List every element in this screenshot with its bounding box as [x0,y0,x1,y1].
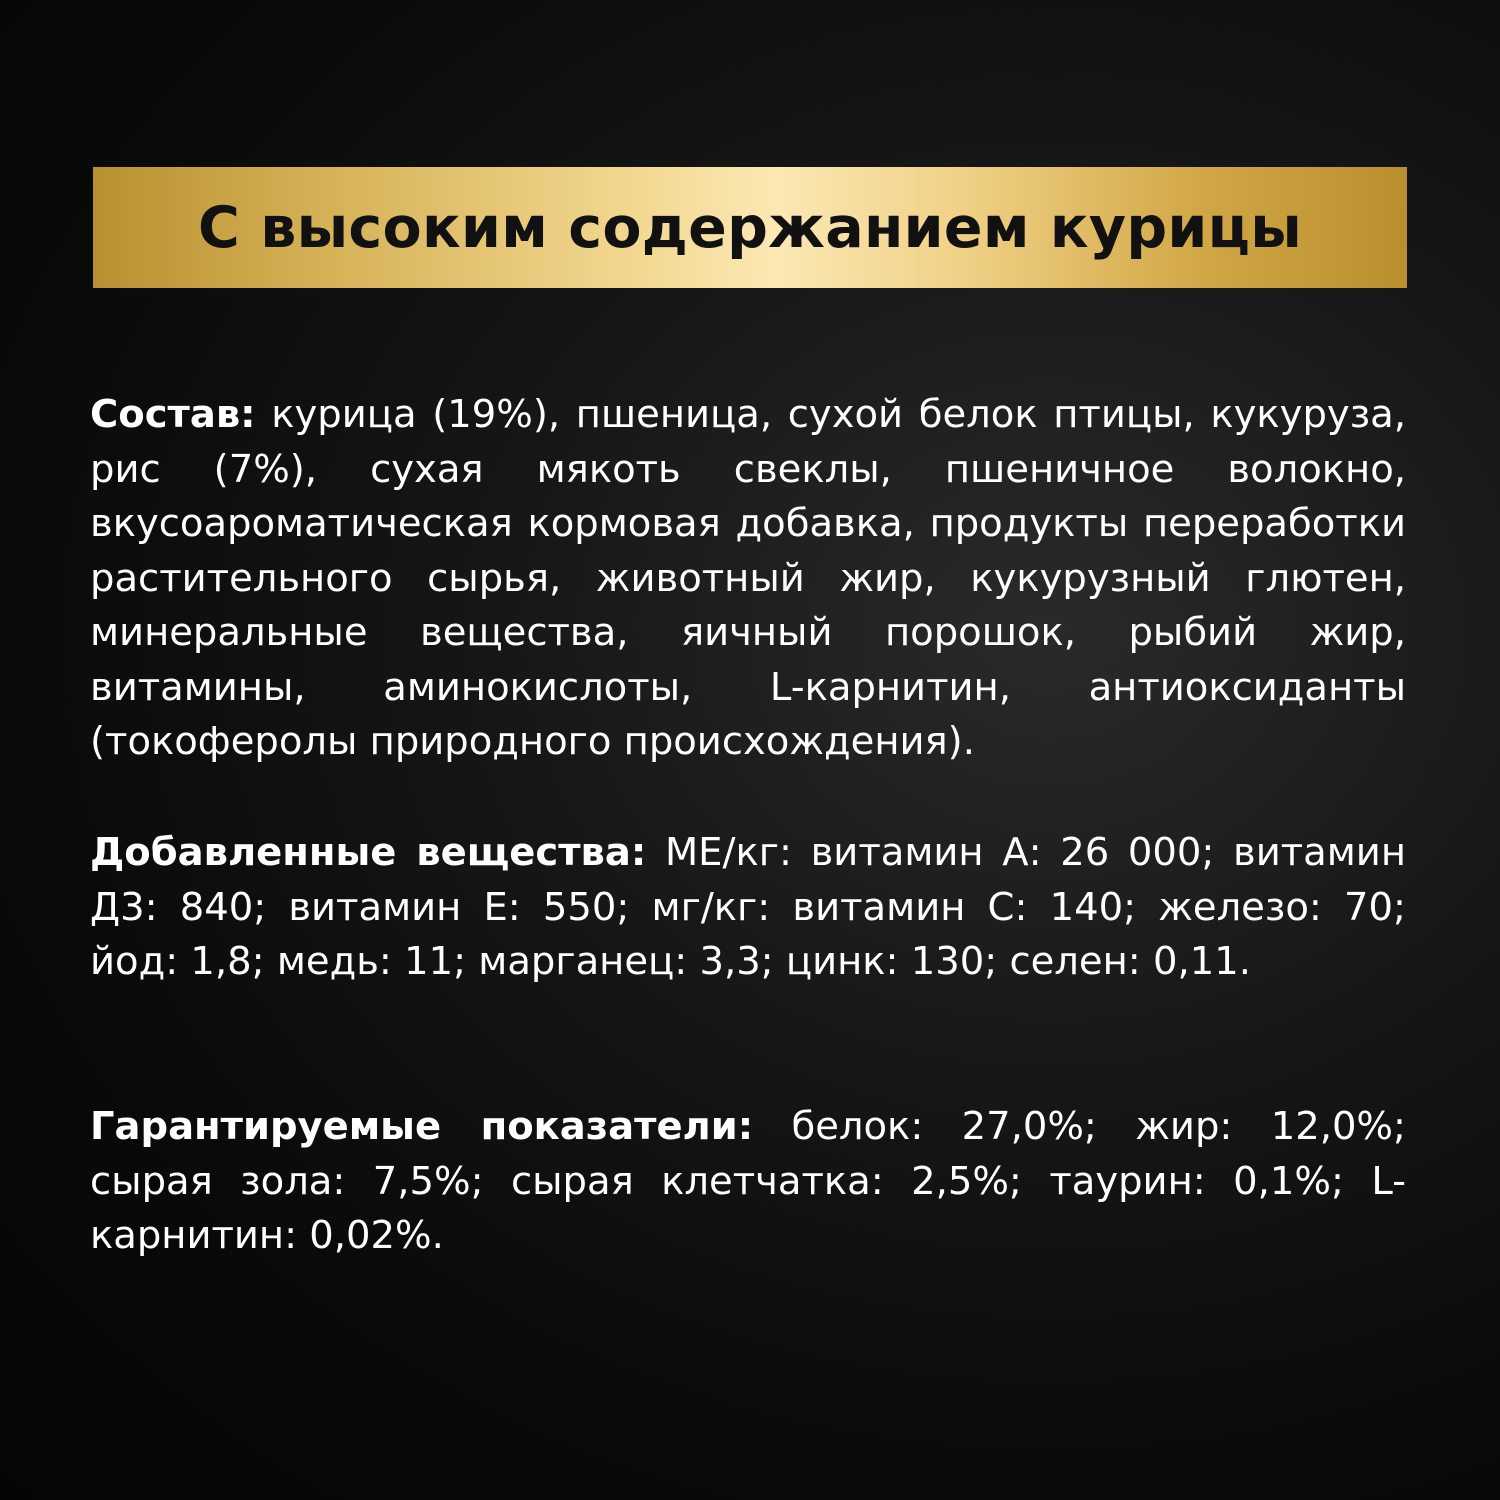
banner-title: С высоким содержанием курицы [197,194,1303,261]
additives-text: МЕ/кг: витамин А: 26 000; витамин Д3: 840; витамин Е: 550; мг/кг: витамин С: 140; железо: 70; йод: 1,8; медь: 11; марганец: 3,3; цинк: 130; селен: 0,11. [90,830,1407,984]
additives-label: Добавленные вещества: [90,830,647,875]
additives-section [90,826,1406,990]
composition-label: Состав: [90,392,256,437]
guaranteed-text: белок: 27,0%; жир: 12,0%; сырая зола: 7,5%; сырая клетчатка: 2,5%; таурин: 0,1%; L-карнитин: 0,02%. [90,1104,1406,1258]
composition-text: курица (19%), пшеница, сухой белок птицы, кукуруза, рис (7%), сухая мякоть свеклы, пшеничное волокно, вкусоароматическая кормовая добавка, продукты переработки растительного сырья, животный жир, кукурузный глютен, минеральные вещества, яичный порошок, рыбий жир, витамины, аминокислоты, L-карнитин, антиоксиданты (токоферолы природного происхождения). [90,392,1406,764]
guaranteed-section [90,1100,1406,1264]
title-banner [93,167,1407,288]
composition-section [90,388,1406,770]
guaranteed-label: Гарантируемые показатели: [90,1104,754,1149]
